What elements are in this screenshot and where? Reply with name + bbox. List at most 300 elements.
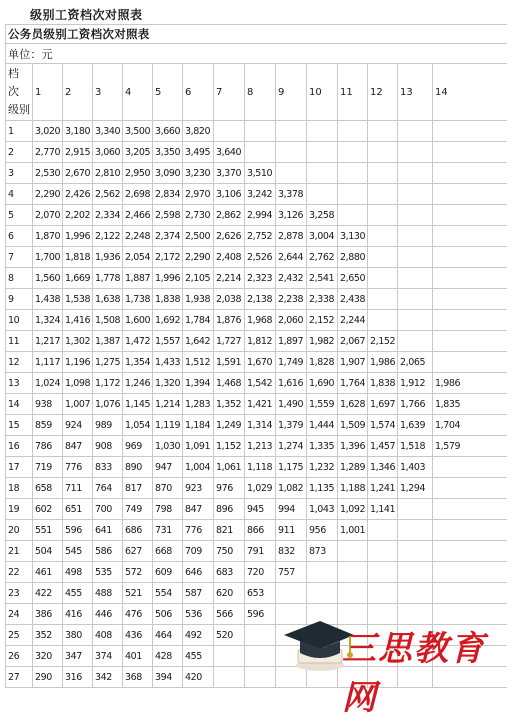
salary-cell [433, 289, 507, 310]
salary-cell: 1,352 [214, 394, 245, 415]
salary-cell: 646 [183, 562, 214, 583]
salary-cell [368, 289, 398, 310]
salary-cell: 1,828 [307, 352, 338, 373]
salary-cell: 347 [63, 646, 93, 667]
level-cell: 8 [6, 268, 33, 289]
salary-cell: 683 [214, 562, 245, 583]
salary-cell [398, 247, 433, 268]
salary-cell: 1,196 [63, 352, 93, 373]
salary-cell: 1,029 [245, 478, 276, 499]
salary-cell [338, 121, 368, 142]
salary-cell: 938 [33, 394, 63, 415]
salary-cell: 1,579 [433, 436, 507, 457]
salary-cell: 368 [123, 667, 153, 688]
salary-cell: 847 [183, 499, 214, 520]
salary-cell: 587 [183, 583, 214, 604]
salary-cell: 1,135 [307, 478, 338, 499]
salary-cell: 2,598 [153, 205, 183, 226]
level-cell: 21 [6, 541, 33, 562]
salary-cell: 2,172 [153, 247, 183, 268]
salary-cell [307, 583, 338, 604]
corner-label-jibie: 级别 [8, 101, 32, 119]
salary-cell: 1,004 [183, 457, 214, 478]
table-row [6, 415, 507, 436]
salary-cell: 3,510 [245, 163, 276, 184]
level-cell: 17 [6, 457, 33, 478]
salary-cell: 731 [153, 520, 183, 541]
salary-cell: 757 [276, 562, 307, 583]
salary-cell: 911 [276, 520, 307, 541]
level-cell: 19 [6, 499, 33, 520]
salary-cell: 976 [214, 478, 245, 499]
salary-cell: 2,138 [245, 289, 276, 310]
salary-cell: 2,862 [214, 205, 245, 226]
salary-cell: 3,640 [214, 142, 245, 163]
level-cell: 3 [6, 163, 33, 184]
salary-cell: 720 [245, 562, 276, 583]
salary-cell [398, 184, 433, 205]
salary-cell: 1,232 [307, 457, 338, 478]
salary-cell: 596 [245, 604, 276, 625]
salary-cell: 3,370 [214, 163, 245, 184]
salary-cell: 2,065 [398, 352, 433, 373]
salary-cell: 492 [183, 625, 214, 646]
salary-cell: 3,205 [123, 142, 153, 163]
salary-cell: 1,509 [338, 415, 368, 436]
salary-cell: 1,982 [307, 331, 338, 352]
salary-cell [398, 520, 433, 541]
salary-cell: 566 [214, 604, 245, 625]
page-heading: 级别工资档次对照表 [30, 6, 143, 23]
salary-cell: 3,258 [307, 205, 338, 226]
salary-cell: 1,472 [123, 331, 153, 352]
salary-cell: 2,698 [123, 184, 153, 205]
table-row [6, 436, 507, 457]
table-row [6, 499, 507, 520]
salary-cell: 3,495 [183, 142, 214, 163]
salary-cell: 2,810 [93, 163, 123, 184]
salary-cell [245, 667, 276, 688]
salary-cell: 2,152 [307, 310, 338, 331]
salary-cell: 1,214 [153, 394, 183, 415]
salary-cell: 2,248 [123, 226, 153, 247]
salary-cell [433, 331, 507, 352]
step-header-cell: 1 [33, 64, 63, 121]
salary-cell: 1,766 [398, 394, 433, 415]
salary-cell: 1,396 [338, 436, 368, 457]
salary-cell [433, 541, 507, 562]
level-cell: 16 [6, 436, 33, 457]
salary-cell [276, 163, 307, 184]
salary-cell: 1,249 [214, 415, 245, 436]
salary-cell: 873 [307, 541, 338, 562]
salary-cell: 374 [93, 646, 123, 667]
salary-cell: 1,416 [63, 310, 93, 331]
salary-cell: 2,105 [183, 268, 214, 289]
salary-cell: 956 [307, 520, 338, 541]
step-header-cell: 10 [307, 64, 338, 121]
salary-cell [368, 226, 398, 247]
level-cell: 6 [6, 226, 33, 247]
salary-cell: 686 [123, 520, 153, 541]
salary-cell [398, 268, 433, 289]
salary-cell: 2,238 [276, 289, 307, 310]
salary-cell: 2,762 [307, 247, 338, 268]
salary-cell: 1,512 [183, 352, 214, 373]
salary-cell: 1,433 [153, 352, 183, 373]
table-row [6, 184, 507, 205]
salary-cell [433, 163, 507, 184]
salary-cell: 520 [214, 625, 245, 646]
salary-cell [433, 520, 507, 541]
salary-cell: 394 [153, 667, 183, 688]
salary-cell: 2,562 [93, 184, 123, 205]
salary-cell: 821 [214, 520, 245, 541]
salary-cell [276, 142, 307, 163]
salary-cell: 1,996 [153, 268, 183, 289]
salary-cell [433, 226, 507, 247]
salary-cell: 1,172 [93, 373, 123, 394]
salary-cell: 2,408 [214, 247, 245, 268]
salary-table [5, 24, 507, 688]
level-cell: 7 [6, 247, 33, 268]
salary-cell: 3,090 [153, 163, 183, 184]
salary-cell [276, 121, 307, 142]
salary-cell: 847 [63, 436, 93, 457]
salary-cell: 1,007 [63, 394, 93, 415]
level-cell: 9 [6, 289, 33, 310]
salary-cell: 2,880 [338, 247, 368, 268]
salary-cell: 1,738 [123, 289, 153, 310]
table-row [6, 205, 507, 226]
salary-cell: 1,690 [307, 373, 338, 394]
level-cell: 12 [6, 352, 33, 373]
salary-cell: 1,907 [338, 352, 368, 373]
salary-cell: 1,897 [276, 331, 307, 352]
salary-cell [433, 268, 507, 289]
salary-cell: 653 [245, 583, 276, 604]
table-row [6, 520, 507, 541]
level-cell: 15 [6, 415, 33, 436]
salary-cell: 1,574 [368, 415, 398, 436]
salary-cell: 2,626 [214, 226, 245, 247]
salary-cell: 1,241 [368, 478, 398, 499]
salary-cell: 1,141 [368, 499, 398, 520]
salary-cell: 1,387 [93, 331, 123, 352]
table-row [6, 478, 507, 499]
salary-cell: 1,600 [123, 310, 153, 331]
salary-cell: 1,508 [93, 310, 123, 331]
salary-cell: 476 [123, 604, 153, 625]
salary-cell: 1,876 [214, 310, 245, 331]
salary-cell: 2,334 [93, 205, 123, 226]
salary-cell: 1,346 [368, 457, 398, 478]
salary-cell: 3,230 [183, 163, 214, 184]
salary-cell: 2,670 [63, 163, 93, 184]
salary-cell: 596 [63, 520, 93, 541]
salary-cell: 1,043 [307, 499, 338, 520]
salary-cell: 1,054 [123, 415, 153, 436]
salary-cell: 2,730 [183, 205, 214, 226]
site-watermark [276, 613, 501, 675]
salary-cell: 1,986 [368, 352, 398, 373]
salary-cell: 1,274 [276, 436, 307, 457]
corner-label-ci: 次 [8, 83, 32, 101]
table-row [6, 226, 507, 247]
salary-cell: 1,457 [368, 436, 398, 457]
salary-cell: 2,426 [63, 184, 93, 205]
salary-cell: 1,175 [276, 457, 307, 478]
table-row [6, 247, 507, 268]
salary-cell: 1,490 [276, 394, 307, 415]
level-cell: 1 [6, 121, 33, 142]
salary-cell [398, 142, 433, 163]
salary-cell: 776 [63, 457, 93, 478]
salary-cell: 2,152 [368, 331, 398, 352]
salary-cell: 551 [33, 520, 63, 541]
level-cell: 25 [6, 625, 33, 646]
salary-cell [398, 163, 433, 184]
salary-cell: 2,994 [245, 205, 276, 226]
salary-cell: 320 [33, 646, 63, 667]
salary-cell: 2,122 [93, 226, 123, 247]
salary-cell: 1,335 [307, 436, 338, 457]
salary-cell: 2,438 [338, 289, 368, 310]
salary-cell: 1,749 [276, 352, 307, 373]
salary-cell: 1,001 [338, 520, 368, 541]
salary-cell: 908 [93, 436, 123, 457]
table-row [6, 583, 507, 604]
salary-cell: 316 [63, 667, 93, 688]
salary-cell [214, 121, 245, 142]
salary-cell [398, 289, 433, 310]
salary-cell: 1,354 [123, 352, 153, 373]
salary-cell: 1,283 [183, 394, 214, 415]
salary-cell: 2,374 [153, 226, 183, 247]
salary-cell: 2,244 [338, 310, 368, 331]
salary-cell: 1,314 [245, 415, 276, 436]
salary-cell: 1,145 [123, 394, 153, 415]
watermark-text: 三思教育网 [342, 621, 501, 719]
salary-cell [433, 478, 507, 499]
salary-cell: 719 [33, 457, 63, 478]
salary-cell [433, 562, 507, 583]
salary-cell: 572 [123, 562, 153, 583]
salary-cell: 2,526 [245, 247, 276, 268]
salary-cell [433, 121, 507, 142]
level-cell: 4 [6, 184, 33, 205]
salary-cell: 1,394 [183, 373, 214, 394]
salary-cell: 3,060 [93, 142, 123, 163]
salary-cell: 1,275 [93, 352, 123, 373]
salary-cell: 1,838 [368, 373, 398, 394]
salary-cell: 436 [123, 625, 153, 646]
table-row [6, 457, 507, 478]
salary-cell [245, 625, 276, 646]
salary-cell: 1,818 [63, 247, 93, 268]
salary-cell [433, 247, 507, 268]
salary-cell: 408 [93, 625, 123, 646]
salary-cell: 1,996 [63, 226, 93, 247]
salary-cell: 1,938 [183, 289, 214, 310]
salary-cell: 2,530 [33, 163, 63, 184]
salary-cell: 428 [153, 646, 183, 667]
salary-cell: 1,379 [276, 415, 307, 436]
salary-cell: 3,340 [93, 121, 123, 142]
salary-cell: 1,468 [214, 373, 245, 394]
salary-cell: 2,070 [33, 205, 63, 226]
table-row [6, 289, 507, 310]
level-cell: 18 [6, 478, 33, 499]
salary-cell: 2,338 [307, 289, 338, 310]
salary-cell: 2,323 [245, 268, 276, 289]
step-header-cell: 9 [276, 64, 307, 121]
salary-cell: 1,444 [307, 415, 338, 436]
salary-cell [338, 163, 368, 184]
salary-cell: 896 [214, 499, 245, 520]
salary-cell: 2,878 [276, 226, 307, 247]
salary-cell: 1,184 [183, 415, 214, 436]
salary-cell [245, 121, 276, 142]
salary-cell: 2,290 [33, 184, 63, 205]
salary-cell [338, 583, 368, 604]
salary-cell [398, 205, 433, 226]
salary-cell: 1,030 [153, 436, 183, 457]
salary-cell: 1,838 [153, 289, 183, 310]
table-row [6, 373, 507, 394]
salary-cell: 3,126 [276, 205, 307, 226]
salary-cell: 817 [123, 478, 153, 499]
salary-cell: 2,432 [276, 268, 307, 289]
step-header-cell: 2 [63, 64, 93, 121]
salary-cell: 1,024 [33, 373, 63, 394]
salary-cell: 464 [153, 625, 183, 646]
step-header-cell: 4 [123, 64, 153, 121]
salary-cell: 620 [214, 583, 245, 604]
salary-cell [368, 247, 398, 268]
salary-cell: 1,092 [338, 499, 368, 520]
table-row [6, 163, 507, 184]
table-row [6, 331, 507, 352]
salary-cell: 709 [183, 541, 214, 562]
salary-cell: 554 [153, 583, 183, 604]
salary-cell: 924 [63, 415, 93, 436]
salary-cell: 455 [183, 646, 214, 667]
level-cell: 2 [6, 142, 33, 163]
salary-cell [368, 310, 398, 331]
salary-cell: 1,700 [33, 247, 63, 268]
salary-cell [338, 562, 368, 583]
salary-cell: 1,784 [183, 310, 214, 331]
salary-cell: 3,020 [33, 121, 63, 142]
salary-cell: 2,290 [183, 247, 214, 268]
salary-cell: 1,538 [63, 289, 93, 310]
step-header-cell: 8 [245, 64, 276, 121]
salary-cell: 1,638 [93, 289, 123, 310]
table-row [6, 394, 507, 415]
salary-cell: 352 [33, 625, 63, 646]
salary-cell [368, 268, 398, 289]
salary-cell [307, 121, 338, 142]
salary-cell: 3,378 [276, 184, 307, 205]
salary-cell [398, 583, 433, 604]
salary-cell: 386 [33, 604, 63, 625]
table-unit: 单位：元 [6, 44, 507, 64]
step-header-cell: 3 [93, 64, 123, 121]
salary-cell [433, 499, 507, 520]
salary-cell: 1,246 [123, 373, 153, 394]
salary-cell: 1,669 [63, 268, 93, 289]
salary-cell [368, 541, 398, 562]
salary-cell: 3,820 [183, 121, 214, 142]
salary-cell: 2,770 [33, 142, 63, 163]
level-cell: 23 [6, 583, 33, 604]
salary-cell: 2,054 [123, 247, 153, 268]
salary-cell: 609 [153, 562, 183, 583]
salary-cell: 3,106 [214, 184, 245, 205]
table-row [6, 142, 507, 163]
salary-cell [368, 205, 398, 226]
salary-cell: 668 [153, 541, 183, 562]
salary-cell: 488 [93, 583, 123, 604]
salary-cell: 535 [93, 562, 123, 583]
salary-cell: 1,320 [153, 373, 183, 394]
salary-cell: 1,061 [214, 457, 245, 478]
salary-cell: 866 [245, 520, 276, 541]
salary-cell: 420 [183, 667, 214, 688]
salary-cell: 750 [214, 541, 245, 562]
salary-cell [276, 583, 307, 604]
salary-cell [245, 646, 276, 667]
step-header-cell: 13 [398, 64, 433, 121]
salary-cell [398, 562, 433, 583]
salary-cell [398, 541, 433, 562]
table-row [6, 310, 507, 331]
salary-cell [307, 163, 338, 184]
level-cell: 5 [6, 205, 33, 226]
level-cell: 27 [6, 667, 33, 688]
salary-cell [433, 205, 507, 226]
salary-cell: 1,188 [338, 478, 368, 499]
salary-cell [338, 541, 368, 562]
salary-cell: 2,950 [123, 163, 153, 184]
salary-cell: 3,180 [63, 121, 93, 142]
salary-cell: 2,466 [123, 205, 153, 226]
salary-cell [398, 499, 433, 520]
salary-cell: 1,670 [245, 352, 276, 373]
level-cell: 14 [6, 394, 33, 415]
salary-cell: 290 [33, 667, 63, 688]
salary-cell: 2,214 [214, 268, 245, 289]
salary-table-container [5, 24, 502, 688]
salary-cell: 3,350 [153, 142, 183, 163]
salary-cell: 651 [63, 499, 93, 520]
salary-cell: 1,213 [245, 436, 276, 457]
corner-label-dang: 档 [8, 65, 32, 83]
salary-cell: 2,060 [276, 310, 307, 331]
level-cell: 11 [6, 331, 33, 352]
salary-cell: 1,557 [153, 331, 183, 352]
salary-cell [398, 310, 433, 331]
level-cell: 10 [6, 310, 33, 331]
salary-cell: 2,067 [338, 331, 368, 352]
salary-cell: 446 [93, 604, 123, 625]
salary-cell [433, 457, 507, 478]
table-title: 公务员级别工资档次对照表 [6, 25, 507, 44]
salary-cell: 506 [153, 604, 183, 625]
salary-cell: 1,403 [398, 457, 433, 478]
table-row [6, 562, 507, 583]
